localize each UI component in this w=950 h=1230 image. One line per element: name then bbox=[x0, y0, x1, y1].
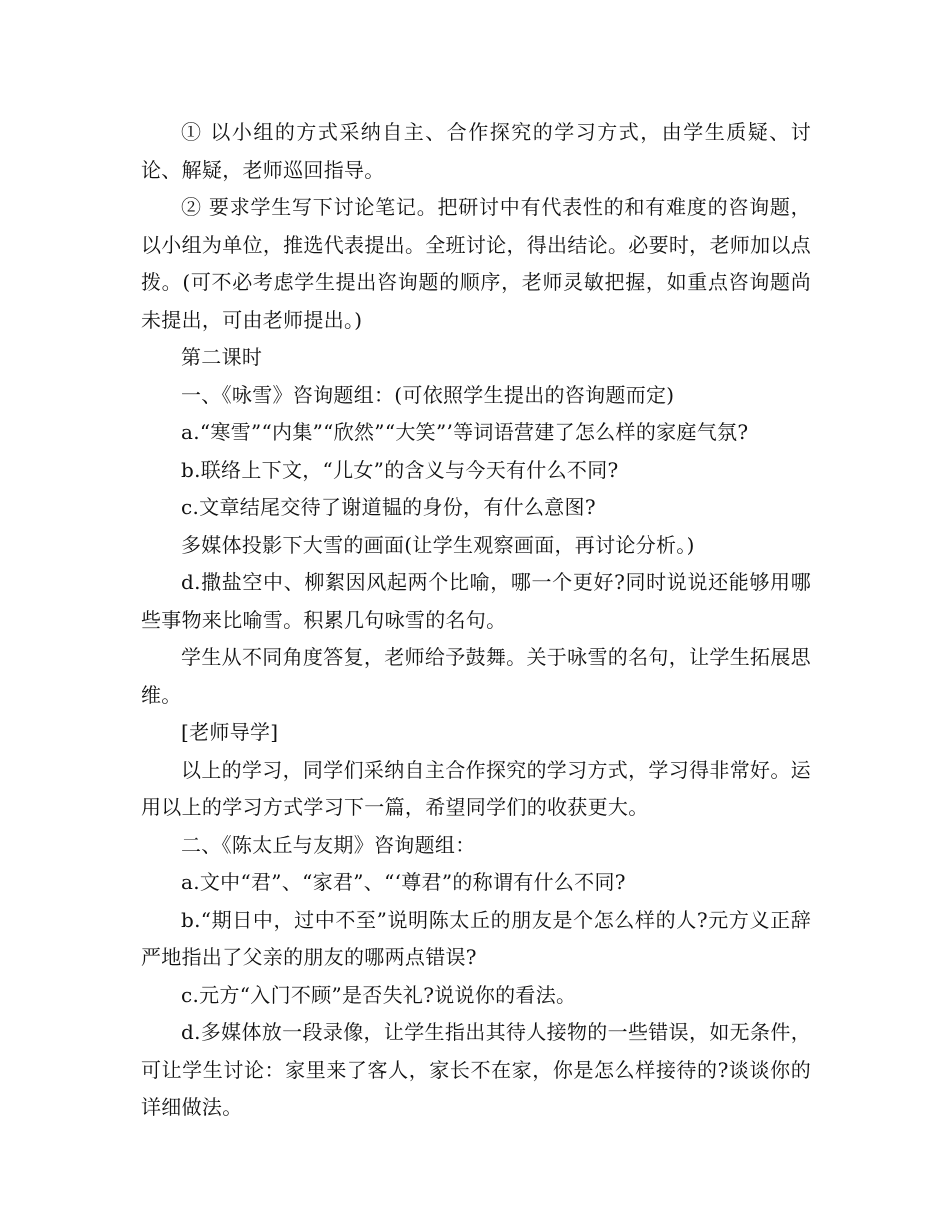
question-c-2: c.元方“入门不顾”是否失礼?说说你的看法。 bbox=[181, 982, 577, 1007]
paragraph-1: ① 以小组的方式采纳自主、合作探究的学习方式，由学生质疑、讨论、解疑，老师巡回指导。 bbox=[141, 120, 811, 182]
question-group-heading-2: 二、《陈太丘与友期》咨询题组： bbox=[181, 832, 476, 857]
question-d-2: d.多媒体放一段录像，让学生指出其待人接物的一些错误，如无条件，可让学生讨论：家里来了客人，家长不在家，你是怎么样接待的?谈谈你的详细做法。 bbox=[141, 1020, 811, 1119]
student-answer-note: 学生从不同角度答复，老师给予鼓舞。关于咏雪的名句，让学生拓展思维。 bbox=[141, 645, 811, 707]
paragraph-2: ② 要求学生写下讨论笔记。把研讨中有代表性的和有难度的咨询题，以小组为单位，推选代表提出。全班讨论，得出结论。必要时，老师加以点拨。(可不必考虑学生提出咨询题的顺序，老师灵敏把握，如重点咨询题尚未提出，可由老师提出。) bbox=[141, 195, 811, 332]
multimedia-note: 多媒体投影下大雪的画面(让学生观察画面，再讨论分析。) bbox=[181, 532, 695, 557]
section-heading-second-lesson: 第二课时 bbox=[181, 345, 263, 369]
question-c-1: c.文章结尾交待了谢道韫的身份，有什么意图? bbox=[181, 495, 596, 519]
teacher-guide-heading: [老师导学] bbox=[181, 720, 279, 744]
question-a-1: a.“寒雪”“内集”“欣然”“大笑”’等词语营建了怎么样的家庭气氛? bbox=[181, 420, 749, 444]
question-a-2: a.文中“君”、“家君”、“‘尊君”的称谓有什么不同? bbox=[181, 870, 626, 894]
question-d-1: d.撒盐空中、柳絮因风起两个比喻，哪一个更好?同时说说还能够用哪些事物来比喻雪。积累几句咏雪的名句。 bbox=[141, 570, 811, 632]
question-b-2: b.“期日中，过中不至”说明陈太丘的朋友是个怎么样的人?元方义正辞严地指出了父亲的朋友的哪两点错误? bbox=[141, 907, 811, 969]
document-body bbox=[141, 114, 811, 1127]
question-b-1: b.联络上下文，“儿女”的含义与今天有什么不同? bbox=[181, 457, 619, 482]
question-group-heading-1: 一、《咏雪》咨询题组：(可依照学生提出的咨询题而定) bbox=[181, 382, 675, 407]
teacher-guide-text: 以上的学习，同学们采纳自主合作探究的学习方式，学习得非常好。运用以上的学习方式学习下一篇，希望同学们的收获更大。 bbox=[141, 757, 811, 819]
